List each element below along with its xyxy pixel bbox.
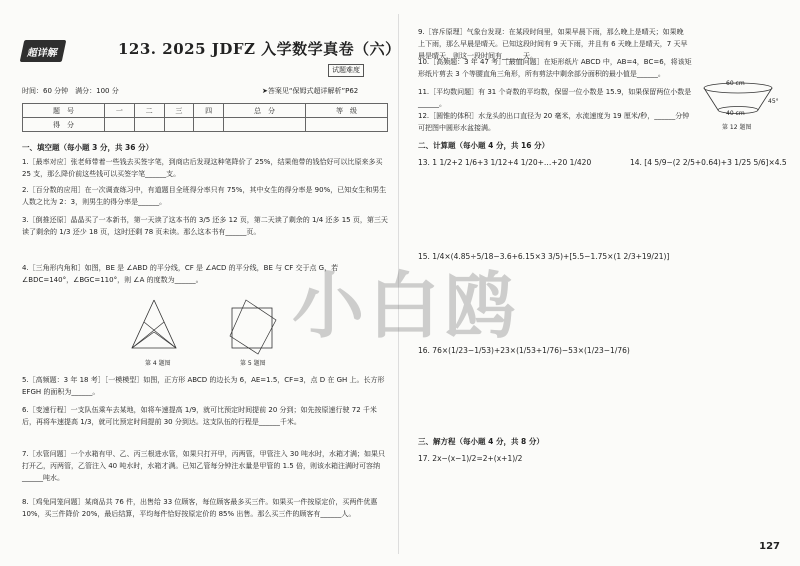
figure-5-caption: 第 5 题图: [240, 360, 266, 367]
figure-5-square: [228, 298, 278, 356]
question-12: 12.［圆锥的体积］水龙头的出口直径为 20 毫米，水流速度为 19 厘米/秒，______分钟可把图中圆形水盆接满。: [418, 112, 690, 132]
basin-angle: 45°: [768, 98, 779, 105]
calc-15: 15. 1/4×(4.85÷5/18−3.6+6.15×3 3/5)+[5.5−1.75×(1 2/3+19/21)]: [418, 252, 670, 261]
section-heading: 三、解方程（每小题 4 分，共 8 分）: [418, 437, 544, 446]
figure-4-caption: 第 4 题图: [145, 360, 171, 367]
question-2: 2.［百分数的应用］在一次调查练习中，有道题目全班得分率只有 75%，其中女生的得分率是 90%，已知女生和男生人数之比为 2：3，则男生的得分率是______。: [22, 186, 387, 206]
question-4: 4.［三角形内角和］如图，BE 是 ∠ABD 的平分线，CF 是 ∠ACD 的平分线，BE 与 CF 交于点 G，若 ∠BDC=140°，∠BGC=110°，则 ∠A 的度数为______。: [22, 264, 339, 284]
section-heading: 一、填空题（每小题 3 分，共 36 分）: [22, 143, 154, 152]
answer-ref: ➤答案见“保姆式超详解析”P62: [262, 87, 359, 95]
table-cell: 三: [164, 104, 194, 118]
watermark: 小白鸥: [292, 264, 521, 348]
question-6: 6.［变速行程］一支队伍乘车去某地，如将车速提高 1/9，就可比预定时间提前 20 分到；如先按原速行驶 72 千米后，再将车速提高 1/3，就可比预定时间提前 30 分到达。这支队伍的行程是______千米。: [22, 406, 377, 426]
basin-bottom-width: 40 cm: [726, 110, 745, 117]
section-heading: 二、计算题（每小题 4 分，共 16 分）: [418, 141, 550, 150]
question-10: 10.［高频题：3 年 47 考］［最值问题］在矩形纸片 ABCD 中，AB=4，BC=6，将该矩形纸片剪去 3 个等腰直角三角形，所有剪法中剩余部分面积的最小值是______。: [418, 58, 692, 78]
calc-16: 16. 76×(1/23−1/53)+23×(1/53+1/76)−53×(1/23−1/76): [418, 346, 630, 355]
table-cell: 题 号: [23, 104, 105, 118]
score-table: [22, 103, 388, 132]
calc-14: 14. [4 5/9−(2 2/5+0.64)+3 1/25 5/6]×4.5: [630, 158, 787, 167]
question-5: 5.［高频题：3 年 18 考］［一模模型］如图，正方形 ABCD 的边长为 6，AE=1.5，CF=3，点 D 在 GH 上。长方形 EFGH 的面积为______。: [22, 376, 385, 396]
table-cell: 一: [104, 104, 134, 118]
question-7: 7.［水管问题］一个水箱有甲、乙、丙三根进水管，如果只打开甲，丙两管，甲管注入 30 吨水时，水箱才满；如果只打开乙，丙两管，乙管注入 40 吨水时，水箱才满。已知乙管每分钟注水量是甲管的 1.5 倍，则该水箱注满时可容纳______吨水。: [22, 450, 386, 482]
score-table-row: [23, 104, 388, 118]
table-cell: 得 分: [23, 118, 105, 132]
difficulty-tag: 试题难度: [328, 64, 364, 77]
figure-4-triangle: [128, 296, 180, 354]
table-cell[interactable]: [104, 118, 134, 132]
calc-13: 13. 1 1/2+2 1/6+3 1/12+4 1/20+…+20 1/420: [418, 158, 592, 167]
table-cell[interactable]: [306, 118, 388, 132]
page-number: 127: [759, 541, 780, 552]
table-cell[interactable]: [164, 118, 194, 132]
table-cell: 等 级: [306, 104, 388, 118]
table-cell[interactable]: [194, 118, 224, 132]
table-cell[interactable]: [224, 118, 306, 132]
score-table-row: [23, 118, 388, 132]
question-1: 1.［最率对应］张老师带着一些钱去买签字笔，到商店后发现这种笔降价了 25%，结果他带的钱恰好可以比原来多买 25 支，那么降价前这些钱可以买签字笔______支。: [22, 158, 383, 178]
table-cell[interactable]: [134, 118, 164, 132]
table-cell: 二: [134, 104, 164, 118]
time-score-info: 时间：60 分钟 满分：100 分: [22, 87, 119, 95]
question-11: 11.［平均数问题］有 31 个奇数的平均数，保留一位小数是 15.9，如果保留两位小数是______。: [418, 88, 692, 108]
table-cell: 总 分: [224, 104, 306, 118]
equation-17: 17. 2x−(x−1)/2=2+(x+1)/2: [418, 454, 523, 463]
question-8: 8.［鸡兔同笼问题］某商品共 76 件，出售给 33 位顾客，每位顾客最多买三件。如果买一件按原定价，买两件优惠 10%，买三件降价 20%，最后结算，平均每件恰好按原定价的 85% 出售。那么买三件的顾客有______人。: [22, 498, 378, 518]
basin-top-width: 60 cm: [726, 80, 745, 87]
question-3: 3.［倒推还原］晶晶买了一本新书，第一天读了这本书的 3/5 还多 12 页，第二天读了剩余的 1/4 还多 15 页，第三天读了剩余的 1/3 还少 18 页，这时还剩 78 页未读。那么这本书有______页。: [22, 216, 388, 236]
table-cell: 四: [194, 104, 224, 118]
figure-12-caption: 第 12 题图: [722, 124, 752, 131]
question-9: 9.［容斥原理］气象台发现：在某段时间里，如果早晨下雨，那么晚上是晴天；如果晚上下雨，那么早晨是晴天。已知这段时间有 9 天下雨，并且有 6 天晚上是晴天，7 天早晨是晴天，则这一段时间有______天。: [418, 28, 688, 60]
exam-title: 123. 2025 JDFZ 入学数学真卷（六）: [118, 40, 401, 58]
brand-logo: 超详解: [20, 40, 67, 62]
